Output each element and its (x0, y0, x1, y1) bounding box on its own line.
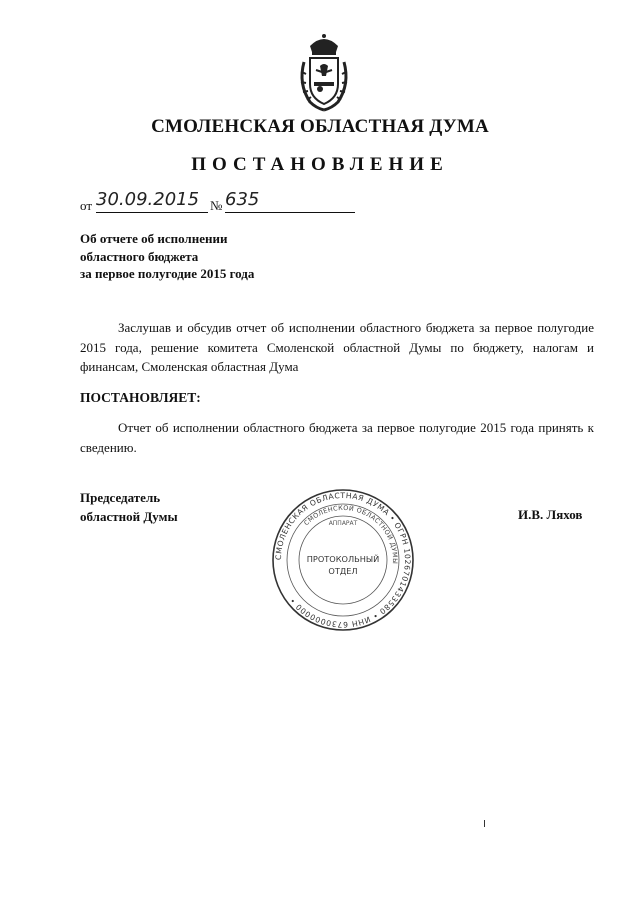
stamp-outer-text: СМОЛЕНСКАЯ ОБЛАСТНАЯ ДУМА • ОГРН 1026701433580 • ИНН 6730000000 • (273, 490, 413, 630)
stamp-center-line-2: ОТДЕЛ (328, 566, 358, 576)
subject-line: областного бюджета (80, 248, 199, 264)
official-stamp (270, 487, 416, 633)
preamble-paragraph: Заслушав и обсудив отчет об исполнении областного бюджета за первое полугодие 2015 года, решение комитета Смоленской областной Думы по бюджету, налогам и финансам, Смоленская областная Дума (80, 320, 594, 374)
stamp-middle-text: СМОЛЕНСКОЙ ОБЛАСТНОЙ ДУМЫ (302, 503, 400, 565)
decision-heading: ПОСТАНОВЛЯЕТ: (80, 390, 201, 405)
signatory-position (80, 488, 178, 526)
decision-paragraph: Отчет об исполнении областного бюджета за первое полугодие 2015 года принять к сведению. (80, 420, 594, 455)
document-type-title: ПОСТАНОВЛЕНИЕ (191, 154, 449, 175)
position-line: областной Думы (80, 509, 178, 524)
date-value: 30.09.2015 (96, 190, 208, 213)
date-prefix: от (80, 198, 93, 213)
stamp-center-line-1: ПРОТОКОЛЬНЫЙ (306, 554, 380, 564)
page-mark (484, 820, 485, 827)
organization-name: СМОЛЕНСКАЯ ОБЛАСТНАЯ ДУМА (151, 116, 489, 137)
subject-line: за первое полугодие 2015 года (80, 266, 255, 281)
position-line: Председатель (80, 490, 161, 505)
number-value: 635 (225, 190, 355, 213)
number-prefix: № (210, 198, 223, 213)
date-number-line (80, 190, 300, 216)
coat-of-arms-icon (296, 32, 352, 112)
subject-line: Об отчете об исполнении (80, 231, 228, 246)
signatory-name: И.В. Ляхов (518, 507, 583, 522)
stamp-inner-text: АППАРАТ (328, 520, 358, 527)
document-subject (80, 230, 340, 283)
